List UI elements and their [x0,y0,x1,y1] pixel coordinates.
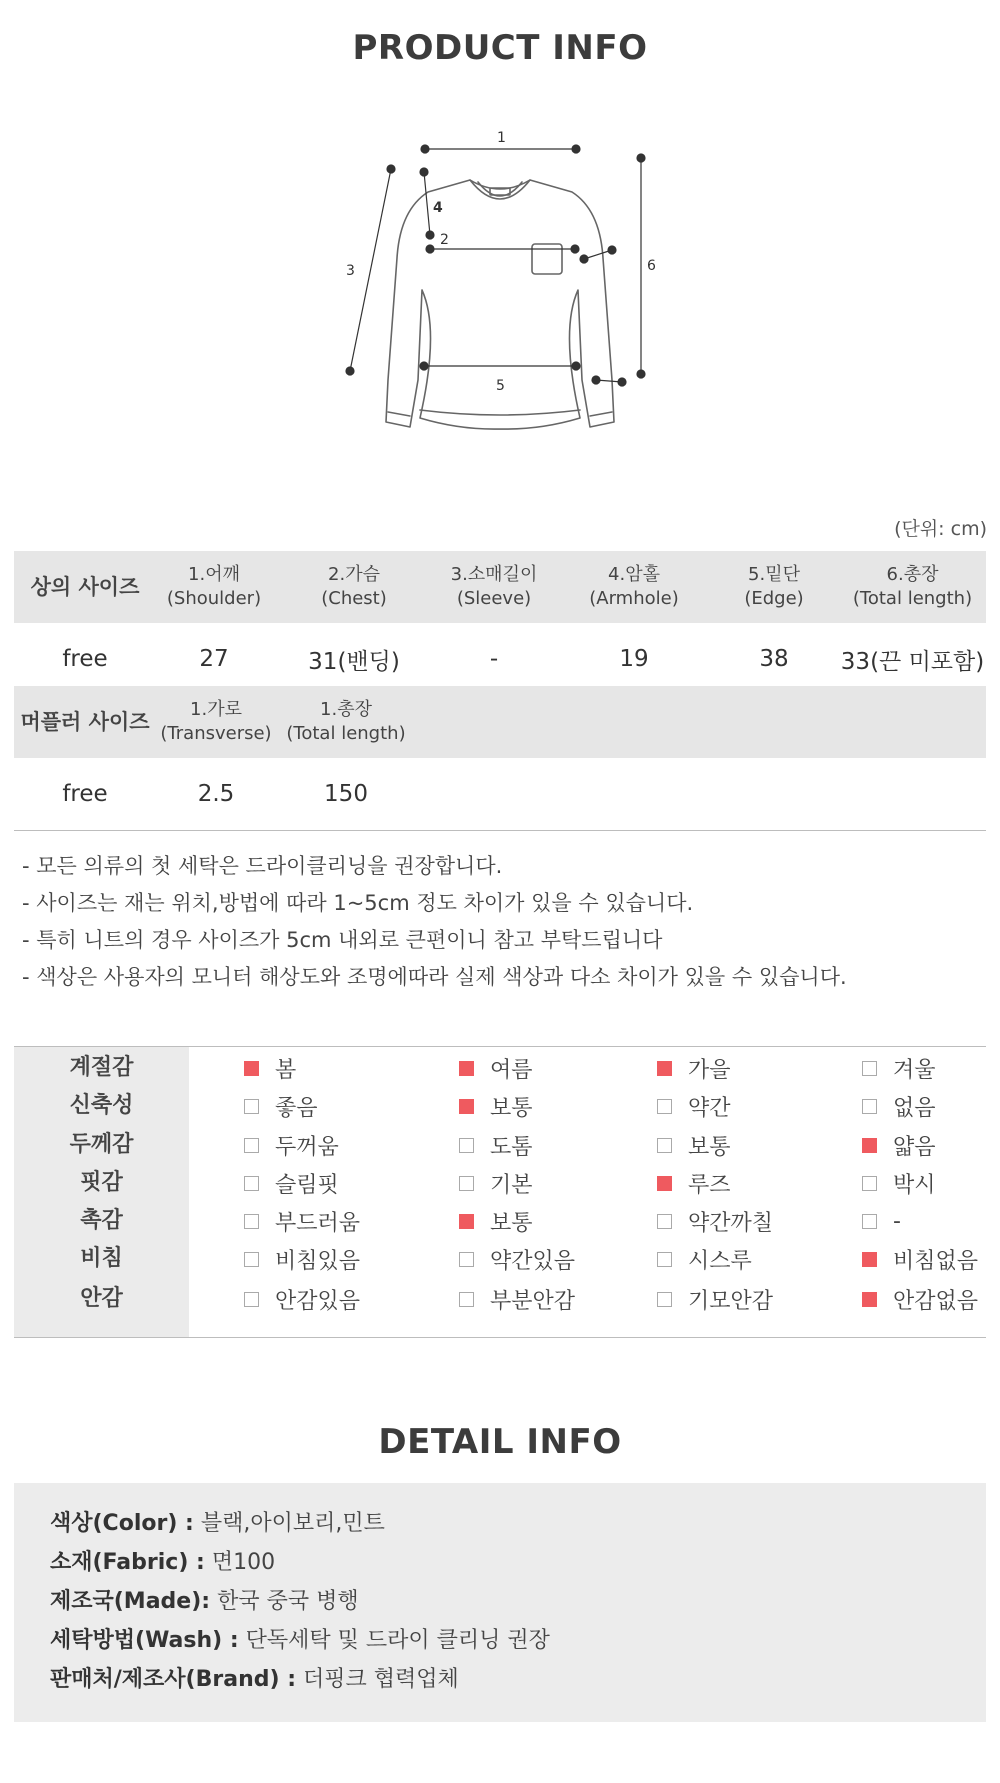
attribute-option-label: 비침없음 [893,1248,979,1274]
unchecked-box-icon [862,1214,877,1229]
top-size-label: 상의 사이즈 [30,575,140,599]
header-shoulder-ko: 1.어깨 [188,564,240,585]
unchecked-box-icon [244,1138,259,1153]
attribute-option-label: 보통 [688,1134,731,1160]
header-muffler-length-ko: 1.총장 [320,699,372,720]
attribute-option [459,1164,533,1202]
attribute-option-label: 가을 [688,1057,731,1083]
diagram-label-5: 5 [496,378,505,394]
note-line: - 사이즈는 재는 위치,방법에 따라 1~5cm 정도 차이가 있을 수 있습니다. [22,891,694,915]
header-transverse-en: (Transverse) [160,723,272,744]
checked-box-icon [862,1138,877,1153]
attribute-option [862,1240,978,1278]
detail-info-title: DETAIL INFO [378,1422,622,1462]
attribute-option [657,1280,773,1318]
attribute-option [244,1126,339,1164]
detail-value: 단독세탁 및 드라이 클리닝 권장 [245,1628,550,1653]
header-sleeve-en: (Sleeve) [456,588,532,609]
detail-value: 더핑크 협력업체 [303,1667,459,1692]
attribute-option-label: 도톰 [490,1134,533,1160]
attribute-label: 촉감 [80,1208,123,1233]
header-edge [709,551,839,623]
care-notes [22,848,847,996]
attribute-option-label: 기본 [490,1172,533,1198]
attribute-option [244,1202,360,1240]
attribute-option-label: 여름 [490,1057,533,1083]
attribute-option-label: 좋음 [275,1095,318,1121]
attribute-row [14,1240,986,1278]
fabric-attributes-table [14,1046,986,1338]
attribute-row [14,1164,986,1202]
note-line: - 특히 니트의 경우 사이즈가 5cm 내외로 큰편이니 참고 부탁드립니다 [22,928,663,952]
unchecked-box-icon [244,1252,259,1267]
header-armhole-en: (Armhole) [589,588,679,609]
attribute-row [14,1280,986,1318]
size-free: free [62,646,108,672]
attribute-option [862,1087,936,1125]
attribute-label: 계절감 [69,1055,134,1080]
checked-box-icon [459,1099,474,1114]
attribute-label: 핏감 [80,1170,123,1195]
top-size-header-row [14,551,986,623]
unchecked-box-icon [459,1292,474,1307]
value-armhole: 19 [619,646,649,672]
attribute-option-label: 약간있음 [490,1248,576,1274]
attribute-option-label: 부드러움 [275,1210,361,1236]
note-line: - 모든 의류의 첫 세탁은 드라이클리닝을 권장합니다. [22,854,503,878]
attribute-option [862,1280,978,1318]
attribute-option-label: 봄 [275,1057,297,1083]
attribute-option-label: 안감있음 [275,1288,361,1314]
unchecked-box-icon [657,1099,672,1114]
header-armhole [564,551,704,623]
attribute-option [244,1164,339,1202]
product-info-title: PRODUCT INFO [352,28,648,68]
value-muffler-length: 150 [324,781,368,807]
header-muffler-length-en: (Total length) [286,723,406,744]
detail-value: 면100 [211,1550,276,1575]
garment-measurement-diagram [300,130,700,460]
unchecked-box-icon [244,1214,259,1229]
attribute-option-label: 보통 [490,1095,533,1121]
attribute-option-label: 없음 [893,1095,936,1121]
value-sleeve: - [489,646,499,672]
attribute-option-label: 박시 [893,1172,936,1198]
attribute-option-label: 루즈 [688,1172,731,1198]
attribute-option [244,1240,360,1278]
diagram-label-4: 4 [433,200,443,216]
attribute-option-label: 시스루 [688,1248,752,1274]
unit-label: (단위: cm) [894,518,987,540]
header-chest-ko: 2.가슴 [328,564,380,585]
detail-line [50,1623,550,1654]
detail-label: 세탁방법(Wash) : [50,1628,239,1653]
attribute-option-label: 부분안감 [490,1288,576,1314]
attribute-option [459,1240,575,1278]
header-total-length-en: (Total length) [852,588,973,609]
attribute-option [657,1164,731,1202]
header-edge-en: (Edge) [744,588,804,609]
checked-box-icon [862,1252,877,1267]
unchecked-box-icon [459,1138,474,1153]
detail-info-box [14,1483,986,1722]
unchecked-box-icon [244,1292,259,1307]
header-shoulder-en: (Shoulder) [166,588,262,609]
attribute-option [657,1202,773,1240]
unchecked-box-icon [862,1176,877,1191]
unchecked-box-icon [459,1176,474,1191]
unchecked-box-icon [862,1061,877,1076]
header-transverse [156,686,276,758]
detail-line [50,1584,359,1615]
detail-line [50,1506,385,1537]
unchecked-box-icon [657,1292,672,1307]
attribute-option [459,1126,533,1164]
attribute-row [14,1049,986,1087]
attribute-label: 신축성 [69,1093,134,1118]
attribute-label: 비침 [80,1246,123,1271]
header-chest-en: (Chest) [321,588,387,609]
attribute-option-label: 얇음 [893,1134,936,1160]
detail-label: 판매처/제조사(Brand) : [50,1667,296,1692]
value-transverse: 2.5 [197,781,235,807]
header-edge-ko: 5.밑단 [748,564,800,585]
header-transverse-ko: 1.가로 [190,699,242,720]
value-edge: 38 [759,646,789,672]
attribute-option [244,1280,360,1318]
detail-value: 한국 중국 병행 [217,1589,359,1614]
attribute-option [862,1164,936,1202]
attribute-label: 안감 [80,1286,123,1311]
attribute-option [862,1202,901,1240]
attribute-option-label: 비침있음 [275,1248,361,1274]
diagram-label-6: 6 [647,258,656,274]
detail-label: 색상(Color) : [50,1511,194,1536]
attribute-option [459,1049,533,1087]
attribute-option [862,1126,936,1164]
muffler-size-header-row [14,686,986,758]
unchecked-box-icon [459,1252,474,1267]
attribute-option [459,1202,533,1240]
header-chest [284,551,424,623]
header-total-length-ko: 6.총장 [886,564,939,585]
unchecked-box-icon [657,1214,672,1229]
attribute-option-label: 안감없음 [893,1288,979,1314]
diagram-label-2: 2 [440,232,449,248]
checked-box-icon [862,1292,877,1307]
checked-box-icon [657,1061,672,1076]
attribute-option [657,1240,752,1278]
checked-box-icon [459,1061,474,1076]
attribute-row [14,1087,986,1125]
attribute-option [244,1049,296,1087]
value-total-length: 33(끈 미포함) [840,648,985,675]
attribute-option [657,1049,731,1087]
attribute-option-label: 기모안감 [688,1288,774,1314]
unchecked-box-icon [657,1138,672,1153]
attribute-row [14,1126,986,1164]
attribute-option [459,1280,575,1318]
attribute-option [657,1126,731,1164]
attribute-option-label: 약간 [688,1095,731,1121]
header-sleeve-ko: 3.소매길이 [450,564,538,585]
value-shoulder: 27 [199,646,229,672]
header-total-length [839,551,986,623]
attribute-option [862,1049,936,1087]
value-chest: 31(밴딩) [308,648,400,675]
attribute-option [244,1087,318,1125]
header-armhole-ko: 4.암홀 [608,564,660,585]
diagram-label-1: 1 [497,130,506,146]
attribute-option-label: 겨울 [893,1057,936,1083]
detail-line [50,1545,275,1576]
detail-line [50,1662,459,1693]
header-muffler-length [276,686,416,758]
muffler-size-free: free [62,781,108,807]
detail-label: 제조국(Made): [50,1589,211,1614]
header-shoulder [144,551,284,623]
detail-label: 소재(Fabric) : [50,1550,205,1575]
attribute-option [657,1087,731,1125]
attribute-label: 두께감 [69,1132,134,1157]
note-line: - 색상은 사용자의 모니터 해상도와 조명에따라 실제 색상과 다소 차이가 있을 수 있습니다. [22,965,847,989]
attribute-row [14,1202,986,1240]
unchecked-box-icon [657,1252,672,1267]
unchecked-box-icon [862,1099,877,1114]
muffler-size-label: 머플러 사이즈 [20,710,150,734]
unchecked-box-icon [244,1176,259,1191]
checked-box-icon [657,1176,672,1191]
attribute-option-label: 약간까칠 [688,1210,774,1236]
attribute-option [459,1087,533,1125]
attribute-option-label: 두꺼움 [275,1134,339,1160]
muffler-size-value-row [14,758,986,831]
diagram-label-3: 3 [346,263,355,279]
detail-value: 블랙,아이보리,민트 [200,1511,385,1536]
attribute-option-label: 슬림핏 [275,1172,339,1198]
checked-box-icon [244,1061,259,1076]
header-sleeve [424,551,564,623]
attribute-option-label: - [893,1208,901,1234]
unchecked-box-icon [244,1099,259,1114]
attribute-option-label: 보통 [490,1210,533,1236]
checked-box-icon [459,1214,474,1229]
